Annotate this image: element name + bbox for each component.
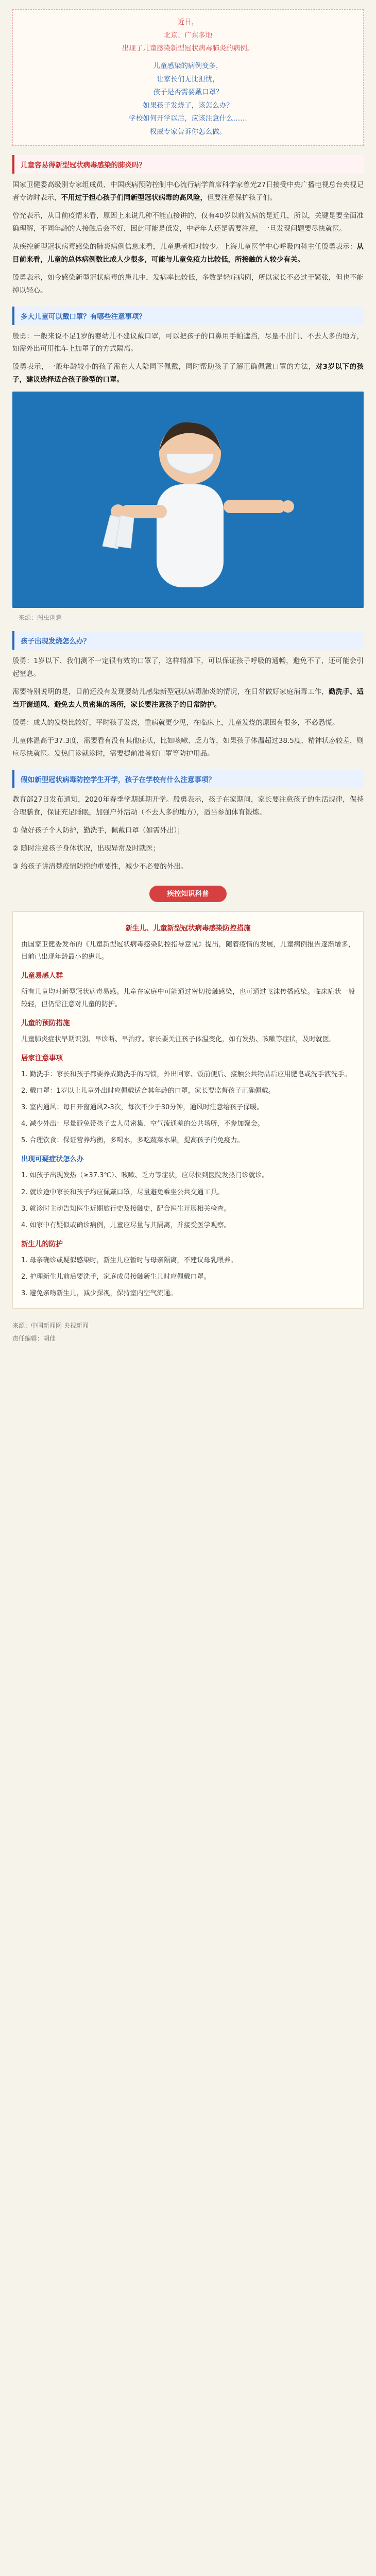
notice-list-item: 3. 避免亲吻新生儿，减少探视，保持室内空气流通。 [21, 1289, 177, 1297]
notice-box [12, 911, 364, 1309]
pill-title: 疾控知识科普 [149, 886, 227, 902]
intro-line: 出现了儿童感染新型冠状病毒肺炎的病例。 [122, 44, 254, 53]
intro-box [12, 9, 364, 146]
paragraph: 曾光表示，从目前疫情来看，原因上来说几种不能直接讲的，仅有40岁以前发病的是近几，所以，关键是要全面准确理解，不同年龄的人接触后会不好，因此可能是低发，中老年人还是需要注意，一旦发现问题要尽快就医。 [12, 211, 364, 233]
editor-line: 责任编辑：胡佳 [12, 1334, 56, 1342]
list-item: ① 做好孩子个人防护，勤洗手，佩戴口罩（如需外出）； [12, 826, 184, 835]
paragraph [12, 241, 364, 266]
notice-subhead: 居家注意事项 [21, 1054, 63, 1063]
intro-line: 权威专家告诉你怎么做。 [149, 128, 227, 137]
intro-line: 儿童感染的病例变多， [153, 61, 223, 70]
notice-list-item: 1. 勤洗手：家长和孩子都要养成勤洗手的习惯，外出回家、饭前便后、接触公共物品后应用肥皂或洗手液洗手。 [21, 1071, 351, 1079]
child-body [157, 484, 224, 587]
intro-line: 近日， [177, 18, 199, 26]
notice-list-item: 2. 护理新生儿前后要洗手，家庭成员接触新生儿时应佩戴口罩。 [21, 1273, 211, 1281]
paragraph [12, 361, 364, 386]
paragraph [12, 179, 364, 205]
emphasis: 不用过于担心孩子们同新型冠状病毒的高风险， [61, 193, 207, 202]
child-pointing-hand [282, 500, 294, 513]
child-pointing-arm [224, 500, 285, 513]
notice-paragraph: 由国家卫健委发布的《儿童新型冠状病毒感染防控指导意见》提出，随着疫情的发展，儿童病例报告逐渐增多，目前已出现年龄最小的患儿。 [21, 941, 355, 961]
list-item: ③ 给孩子讲清楚疫情防控的重要性，减少不必要的外出。 [12, 862, 188, 871]
paragraph: 殷勇：1岁以下、我们测不一定很有效的口罩了，这样精准下，可以保证孩子呼吸的通畅，避免不了，还可能会引起窒息。 [12, 657, 364, 679]
paragraph: 殷勇表示，如今感染新型冠状病毒的患儿中，发病率比较低，多数是轻症病例，所以家长不必过于紧张，但也不能掉以轻心。 [12, 273, 364, 295]
intro-line: 孩子是否需要戴口罩？ [153, 88, 223, 97]
paragraph: 殷勇：成人的发烧比较好，平时孩子发烧，重病就更少见，在临床上，儿童发烧的原因有很多，不必恐慌。 [12, 719, 339, 727]
notice-list-item: 1. 如孩子出现发热（≥37.3℃）、咳嗽、乏力等症状，应尽快到医院发热门诊就诊。 [21, 1172, 269, 1180]
notice-paragraph: 儿童肺炎症状早期识别、早诊断、早治疗。家长要关注孩子体温变化，如有发热、咳嗽等症状，及时就医。 [21, 1036, 336, 1044]
emphasis: 从目前来看，儿童的总体病例数比成人少很多，可能与儿童免疫力比较低，所接触的人较少有关。 [12, 242, 364, 264]
notice-list-item: 3. 就诊时主动告知医生近期旅行史及接触史，配合医生开展相关检查。 [21, 1205, 231, 1213]
notice-list-item: 4. 减少外出：尽量避免带孩子去人员密集、空气流通差的公共场所，不参加聚会。 [21, 1120, 264, 1128]
text: 从疾控新型冠状病毒感染的肺炎病例信息来看，儿童患者相对较少。上海儿童医学中心呼吸内科主任殷勇表示： [12, 242, 357, 251]
intro-line: 如果孩子发烧了，该怎么办？ [143, 101, 233, 110]
notice-subhead: 儿童的预防措施 [21, 1019, 70, 1028]
list-item: ② 随时注意孩子身体状况，出现异常及时就医； [12, 844, 160, 853]
text: 殷勇表示，一般年龄较小的孩子需在大人陪同下佩戴，同时帮助孩子了解正确佩戴口罩的方法， [12, 363, 316, 371]
article-page [0, 9, 376, 1343]
intro-line: 学校如何开学以后，应该注意什么…… [129, 114, 247, 123]
notice-subhead: 出现可疑症状怎么办 [21, 1155, 84, 1164]
section-title: 儿童容易得新型冠状病毒感染的肺炎吗？ [12, 155, 364, 174]
section-title: 多大儿童可以戴口罩？有哪些注意事项？ [12, 307, 364, 325]
notice-list-item: 1. 母亲确诊或疑似感染时，新生儿应暂时与母亲隔离，不建议母乳喂养。 [21, 1256, 237, 1264]
notice-list-item: 5. 合理饮食：保证营养均衡，多喝水，多吃蔬菜水果，提高孩子的免疫力。 [21, 1137, 244, 1145]
emphasis: 勤洗手、适当开窗通风、避免去人员密集的场所，家长要注意孩子的日常防护。 [12, 688, 364, 709]
notice-list-item: 4. 如家中有疑似或确诊病例，儿童应尽量与其隔离，并接受医学观察。 [21, 1221, 231, 1229]
emphasis: 对3岁以下的孩子，建议选择适合孩子脸型的口罩。 [12, 363, 364, 384]
text: 但要注意保护孩子们。 [207, 193, 277, 202]
paragraph: 殷勇：一般来说不足1岁的婴幼儿不建议戴口罩，可以把孩子的口鼻用手帕遮挡，尽量不出门、不去人多的地方，如需外出可用推车上加罩子的方式隔离。 [12, 332, 364, 353]
section-title: 假如新型冠状病毒防控学生开学，孩子在学校有什么注意事项？ [12, 770, 364, 788]
photo-illustration [12, 392, 364, 608]
notice-list-item: 2. 戴口罩：1岁以上儿童外出时应佩戴适合其年龄的口罩，家长要监督孩子正确佩戴。 [21, 1087, 275, 1095]
notice-list-item: 3. 室内通风：每日开窗通风2-3次，每次不少于30分钟，通风时注意给孩子保暖。 [21, 1104, 264, 1112]
notice-title: 新生儿、儿童新型冠状病毒感染防控措施 [125, 924, 251, 933]
source-line: 来源：中国新闻网 央视新闻 [12, 1321, 89, 1329]
paragraph: 教育部27日发布通知，2020年春季学期延期开学。殷勇表示，孩子在家期间，家长要注意孩子的生活规律，保持合理膳食，保证充足睡眠，加强户外活动（不去人多的地方），适当参加体育锻炼。 [12, 795, 364, 817]
paragraph: 儿童体温高于37.3度，需要看有没有其他症状，比如咳嗽、乏力等，如果孩子体温超过38.5度，精神状态较差，则应尽快就医。发热门诊就诊时，需要提前准备好口罩等防护用品。 [12, 737, 364, 758]
notice-subhead: 儿童易感人群 [21, 972, 63, 980]
text: 国家卫健委高级别专家组成员、中国疾病预防控制中心流行病学首席科学家曾光27日接受中央广播电视总台央视记者专访时表示， [12, 180, 364, 202]
photo-caption: —来源：图虫创意 [12, 614, 62, 622]
text: 需要特别说明的是，目前还没有发现婴幼儿感染新型冠状病毒肺炎的情况，在日常做好家庭消毒工作， [12, 688, 329, 697]
child-mask-photo [12, 392, 364, 608]
notice-list-item: 2. 就诊途中家长和孩子均应佩戴口罩，尽量避免乘坐公共交通工具。 [21, 1188, 224, 1196]
intro-line: 让家长们无比担忧， [157, 75, 219, 83]
notice-subhead: 新生儿的防护 [21, 1240, 63, 1248]
paragraph [12, 686, 364, 711]
notice-paragraph: 所有儿童均对新型冠状病毒易感。儿童在家庭中可能通过密切接触感染，也可通过飞沫传播感染。临床症状一般较轻，但仍需注意对儿童的防护。 [21, 988, 355, 1009]
section-title: 孩子出现发烧怎么办？ [12, 631, 364, 650]
intro-line: 北京、广东多地 [163, 31, 213, 40]
